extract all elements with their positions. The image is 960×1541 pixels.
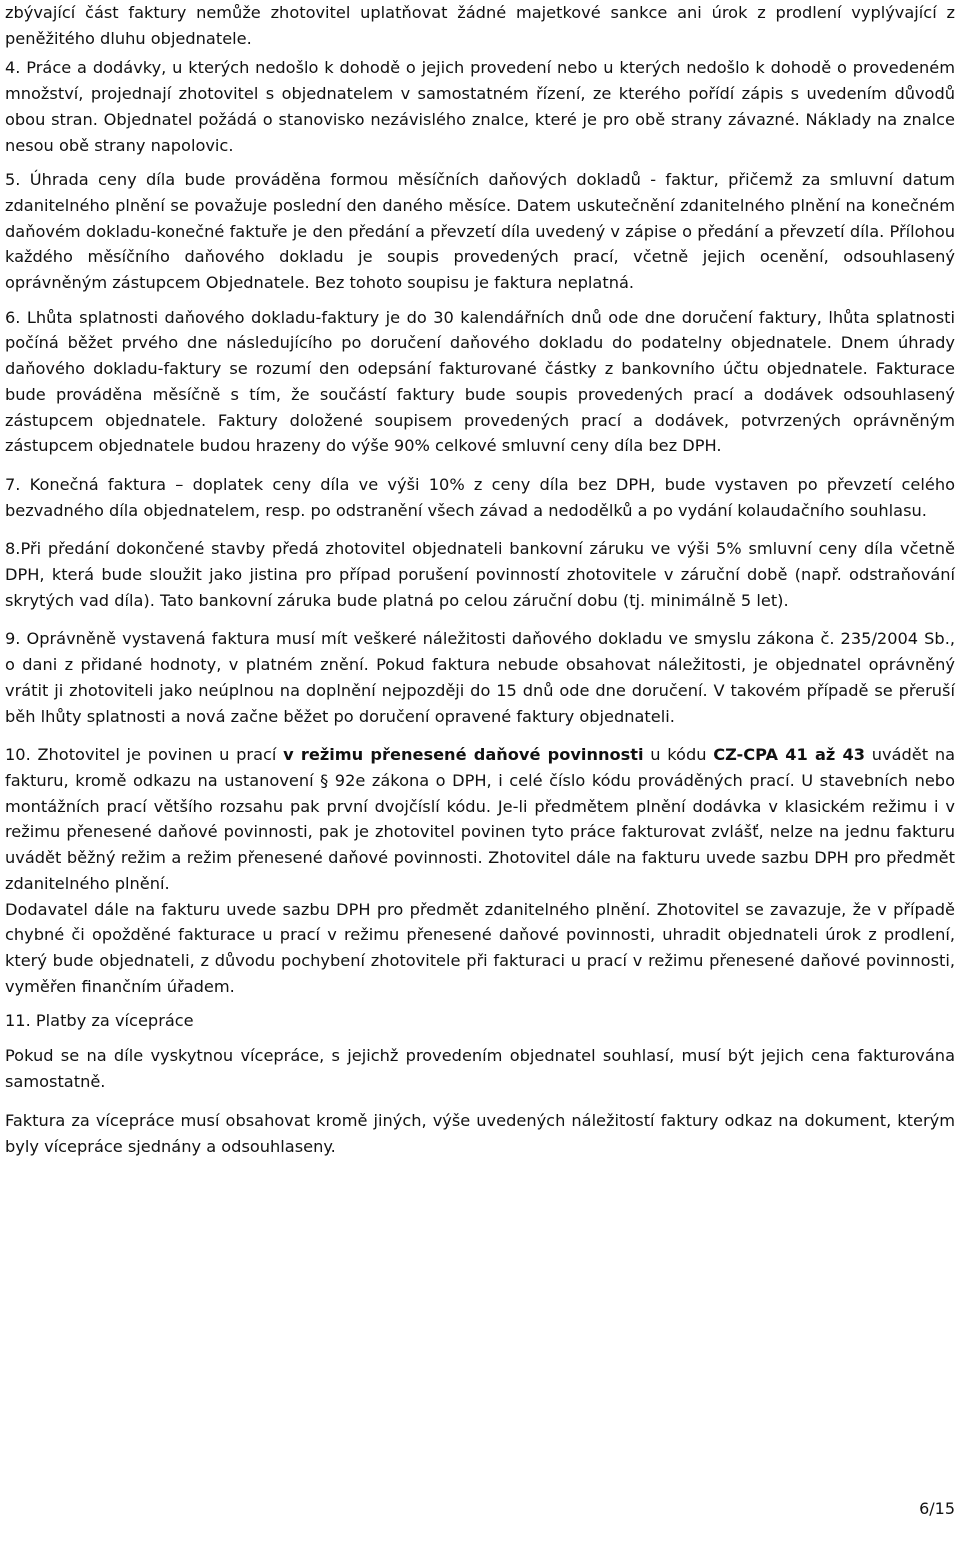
paragraph-10-continued: Dodavatel dále na fakturu uvede sazbu DPH pro předmět zdanitelného plnění. Zhotovitel se zavazuje, že v případě chybné či opožděné fakturace u prací v režimu přenesené daňové povinnosti, uhradit objednateli úrok z prodlení, který bude objednateli, z důvodu pochybení zhotovitele při fakturaci u prací v režimu přenesené daňové povinnosti, vyměřen finančním úřadem. (5, 899, 955, 996)
paragraph-6: 6. Lhůta splatnosti daňového dokladu-faktury je do 30 kalendářních dnů ode dne doručení faktury, lhůta splatnosti počíná běžet prvého dne následujícího po doručení daňového dokladu do podatelny objednatele. Dnem úhrady daňového dokladu-faktury se rozumí den odepsání fakturované částky z bankovního účtu objednatele. Fakturace bude prováděna měsíčně s tím, že součástí faktury bude soupis provedených prací a dodávek odsouhlasený zástupcem objednatele. Faktury doložené soupisem provedených prací a dodávek, potvrzených oprávněným zástupcem objednatele budou hrazeny do výše 90% celkové smluvní ceny díla bez DPH. (5, 307, 955, 456)
paragraph-10-bold-cpa-code: CZ-CPA 41 až 43 (713, 745, 866, 765)
section-11-heading: 11. Platby za vícepráce (5, 1011, 194, 1031)
paragraph-8: 8.Při předání dokončené stavby předá zhotovitel objednateli bankovní záruku ve výši 5% smluvní ceny díla včetně DPH, která bude sloužit jako jistina pro případ porušení povinností zhotovitele v záruční době (např. odstraňování skrytých vad díla). Tato bankovní záruka bude platná po celou záruční dobu (tj. minimálně 5 let). (5, 539, 955, 610)
paragraph-7: 7. Konečná faktura – doplatek ceny díla ve výši 10% z ceny díla bez DPH, bude vystaven po převzetí celého bezvadného díla objednatelem, resp. po odstranění všech závad a nedodělků a po vydání kolaudačního souhlasu. (5, 474, 955, 520)
paragraph-11-a: Pokud se na díle vyskytnou vícepráce, s jejichž provedením objednatel souhlasí, musí být jejich cena fakturována samostatně. (5, 1046, 955, 1091)
paragraph-10-text-a: 10. Zhotovitel je povinen u prací (5, 745, 284, 765)
page-number: 6/15 (919, 1499, 955, 1518)
paragraph-11-b: Faktura za vícepráce musí obsahovat kromě jiných, výše uvedených náležitostí faktury odkaz na dokument, kterým byly vícepráce sjednány a odsouhlaseny. (5, 1111, 955, 1157)
paragraph-9: 9. Oprávněně vystavená faktura musí mít veškeré náležitosti daňového dokladu ve smyslu zákona č. 235/2004 Sb., o dani z přidané hodnoty, v platném znění. Pokud faktura nebude obsahovat náležitosti, je objednatel oprávněný vrátit ji zhotoviteli jako neúplnou na doplnění nejpozději do 15 dnů ode dne doručení. V takovém případě se přeruší běh lhůty splatnosti a nová začne běžet po doručení opravené faktury objednateli. (5, 629, 955, 726)
paragraph-10 (5, 742, 955, 896)
paragraph-5: 5. Úhrada ceny díla bude prováděna formou měsíčních daňových dokladů - faktur, přičemž za smluvní datum zdanitelného plnění se považuje poslední den daného měsíce. Datem uskutečnění zdanitelného plnění na konečném daňovém dokladu-konečné faktuře je den předání a převzetí díla uvedený v zápise o předání a převzetí díla. Přílohou každého měsíčního daňového dokladu je soupis provedených prací, včetně jejich ocenění, odsouhlasený oprávněným zástupcem Objednatele. Bez tohoto soupisu je faktura neplatná. (5, 170, 955, 293)
paragraph-10-text-c: u kódu (643, 745, 714, 765)
paragraph-continuation: zbývající část faktury nemůže zhotovitel uplatňovat žádné majetkové sankce ani úrok z prodlení vyplývající z peněžitého dluhu objednatele. (5, 3, 955, 48)
paragraph-10-text-e: uvádět na fakturu, kromě odkazu na ustanovení § 92e zákona o DPH, i celé číslo kódu prováděných prací. U stavebních nebo montážních prací většího rozsahu pak první dvojčíslí kódu. Je-li předmětem plnění dodávka v klasickém režimu i v režimu přenesené daňové povinnosti, pak je zhotovitel povinen tyto práce fakturovat zvlášť, nelze na jednu fakturu uvádět běžný režim a režim přenesené daňové povinnosti. Zhotovitel dále na fakturu uvede sazbu DPH pro předmět zdanitelného plnění. (5, 745, 955, 893)
paragraph-4: 4. Práce a dodávky, u kterých nedošlo k dohodě o jejich provedení nebo u kterých nedošlo k dohodě o provedeném množství, projednají zhotovitel s objednatelem v samostatném řízení, ze kterého pořídí zápis s uvedením důvodů obou stran. Objednatel požádá o stanovisko nezávislého znalce, které je pro obě strany závazné. Náklady na znalce nesou obě strany napolovic. (5, 58, 955, 155)
paragraph-10-bold-reverse-charge: v režimu přenesené daňové povinnosti (283, 745, 644, 765)
